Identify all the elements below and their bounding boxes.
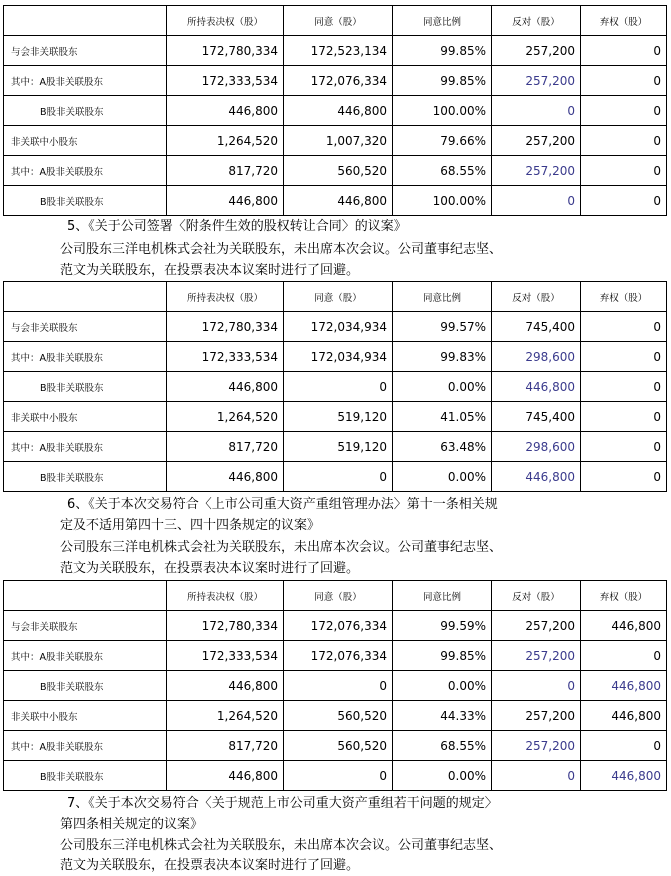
table-row <box>4 66 667 96</box>
row-label: B股非关联股东 <box>4 372 167 402</box>
table-row <box>4 432 667 462</box>
table-cell: 446,800 <box>581 701 667 731</box>
header-cell: 同意比例 <box>393 581 492 611</box>
table-row <box>4 372 667 402</box>
table-row <box>4 96 667 126</box>
table-cell: 0 <box>581 186 667 216</box>
table-cell: 79.66% <box>393 126 492 156</box>
table-cell: 0 <box>581 312 667 342</box>
vote-table-2 <box>3 281 667 492</box>
table-cell: 0 <box>492 761 581 791</box>
row-label: 其中：A股非关联股东 <box>4 156 167 186</box>
table-cell: 745,400 <box>492 312 581 342</box>
section-title: 6、《关于本次交易符合〈上市公司重大资产重组管理办法〉第十一条相关规 <box>67 497 498 512</box>
table-row <box>4 156 667 186</box>
table-cell: 298,600 <box>492 432 581 462</box>
table-cell: 0 <box>581 126 667 156</box>
header-cell: 弃权（股） <box>581 581 667 611</box>
table-cell: 172,780,334 <box>167 611 284 641</box>
table-cell: 68.55% <box>393 731 492 761</box>
table-cell: 44.33% <box>393 701 492 731</box>
table-cell: 172,780,334 <box>167 36 284 66</box>
table-cell: 0 <box>581 96 667 126</box>
table-cell: 298,600 <box>492 342 581 372</box>
row-label: B股非关联股东 <box>4 462 167 492</box>
vote-table-1 <box>3 5 667 216</box>
table-cell: 0 <box>581 156 667 186</box>
table-cell: 63.48% <box>393 432 492 462</box>
table-cell: 446,800 <box>492 462 581 492</box>
table-cell: 446,800 <box>167 186 284 216</box>
table-row <box>4 671 667 701</box>
table-cell: 519,120 <box>284 402 393 432</box>
table-cell: 99.85% <box>393 36 492 66</box>
table-cell: 817,720 <box>167 432 284 462</box>
header-cell <box>4 581 167 611</box>
table-cell: 560,520 <box>284 156 393 186</box>
row-label: 非关联中小股东 <box>4 402 167 432</box>
table-cell: 257,200 <box>492 66 581 96</box>
table-row <box>4 701 667 731</box>
table-cell: 446,800 <box>167 671 284 701</box>
table-row <box>4 342 667 372</box>
table-cell: 0 <box>284 671 393 701</box>
row-label: B股非关联股东 <box>4 96 167 126</box>
table-cell: 100.00% <box>393 186 492 216</box>
row-label: 其中：A股非关联股东 <box>4 432 167 462</box>
table-header-row <box>4 282 667 312</box>
table-cell: 172,034,934 <box>284 312 393 342</box>
header-cell: 同意比例 <box>393 282 492 312</box>
table-cell: 257,200 <box>492 126 581 156</box>
header-cell <box>4 6 167 36</box>
table-cell: 0 <box>581 641 667 671</box>
table-cell: 99.83% <box>393 342 492 372</box>
table-cell: 0 <box>581 372 667 402</box>
table-cell: 100.00% <box>393 96 492 126</box>
table-cell: 0 <box>284 372 393 402</box>
header-cell: 同意（股） <box>284 6 393 36</box>
table-cell: 446,800 <box>284 186 393 216</box>
section-note: 范文为关联股东，在投票表决本议案时进行了回避。 <box>60 263 360 278</box>
row-label: 其中：A股非关联股东 <box>4 66 167 96</box>
table-cell: 446,800 <box>167 96 284 126</box>
table-cell: 446,800 <box>284 96 393 126</box>
section-note: 公司股东三洋电机株式会社为关联股东，未出席本次会议。公司董事纪志坚、 <box>60 242 503 257</box>
section-title-continued: 定及不适用第四十三、四十四条规定的议案》 <box>60 518 321 533</box>
table-cell: 817,720 <box>167 731 284 761</box>
row-label: B股非关联股东 <box>4 186 167 216</box>
row-label: 与会非关联股东 <box>4 611 167 641</box>
table-cell: 172,523,134 <box>284 36 393 66</box>
header-cell: 同意（股） <box>284 581 393 611</box>
table-cell: 99.85% <box>393 641 492 671</box>
table-cell: 0.00% <box>393 671 492 701</box>
table-cell: 0 <box>581 402 667 432</box>
header-cell <box>4 282 167 312</box>
header-cell: 所持表决权（股） <box>167 282 284 312</box>
section-title: 7、《关于本次交易符合〈关于规范上市公司重大资产重组若干问题的规定〉 <box>67 796 498 811</box>
header-cell: 所持表决权（股） <box>167 581 284 611</box>
table-cell: 446,800 <box>167 761 284 791</box>
section-note: 公司股东三洋电机株式会社为关联股东，未出席本次会议。公司董事纪志坚、 <box>60 540 503 555</box>
row-label: 与会非关联股东 <box>4 312 167 342</box>
table-cell: 0 <box>581 432 667 462</box>
table-cell: 99.85% <box>393 66 492 96</box>
table-cell: 1,264,520 <box>167 126 284 156</box>
table-cell: 257,200 <box>492 156 581 186</box>
section-title: 5、《关于公司签署〈附条件生效的股权转让合同〉的议案》 <box>67 219 407 234</box>
table-cell: 172,333,534 <box>167 641 284 671</box>
header-cell: 同意比例 <box>393 6 492 36</box>
table-header-row <box>4 581 667 611</box>
table-cell: 0 <box>492 186 581 216</box>
row-label: B股非关联股东 <box>4 761 167 791</box>
table-cell: 41.05% <box>393 402 492 432</box>
row-label: 与会非关联股东 <box>4 36 167 66</box>
table-cell: 0 <box>581 731 667 761</box>
table-cell: 1,264,520 <box>167 701 284 731</box>
table-row <box>4 312 667 342</box>
table-cell: 446,800 <box>581 671 667 701</box>
table-cell: 172,333,534 <box>167 66 284 96</box>
table-cell: 560,520 <box>284 701 393 731</box>
table-cell: 0 <box>284 462 393 492</box>
table-cell: 257,200 <box>492 731 581 761</box>
table-row <box>4 462 667 492</box>
table-row <box>4 402 667 432</box>
row-label: 其中：A股非关联股东 <box>4 731 167 761</box>
table-cell: 1,264,520 <box>167 402 284 432</box>
table-row <box>4 36 667 66</box>
table-cell: 257,200 <box>492 701 581 731</box>
table-cell: 0 <box>492 671 581 701</box>
table-cell: 172,076,334 <box>284 66 393 96</box>
header-cell: 所持表决权（股） <box>167 6 284 36</box>
table-cell: 745,400 <box>492 402 581 432</box>
table-cell: 257,200 <box>492 641 581 671</box>
table-row <box>4 186 667 216</box>
row-label: B股非关联股东 <box>4 671 167 701</box>
section-note: 公司股东三洋电机株式会社为关联股东，未出席本次会议。公司董事纪志坚、 <box>60 838 503 853</box>
table-cell: 172,034,934 <box>284 342 393 372</box>
table-cell: 446,800 <box>581 761 667 791</box>
table-cell: 0 <box>581 36 667 66</box>
table-row <box>4 731 667 761</box>
table-row <box>4 611 667 641</box>
table-cell: 446,800 <box>581 611 667 641</box>
table-cell: 0 <box>581 462 667 492</box>
header-cell: 反对（股） <box>492 6 581 36</box>
table-row <box>4 761 667 791</box>
row-label: 其中：A股非关联股东 <box>4 342 167 372</box>
table-cell: 0.00% <box>393 462 492 492</box>
header-cell: 弃权（股） <box>581 6 667 36</box>
section-title-continued: 第四条相关规定的议案》 <box>60 817 204 832</box>
table-cell: 257,200 <box>492 36 581 66</box>
table-row <box>4 641 667 671</box>
section-note: 范文为关联股东，在投票表决本议案时进行了回避。 <box>60 858 360 873</box>
table-header-row <box>4 6 667 36</box>
table-cell: 0 <box>581 342 667 372</box>
header-cell: 反对（股） <box>492 282 581 312</box>
table-cell: 99.57% <box>393 312 492 342</box>
table-cell: 68.55% <box>393 156 492 186</box>
table-cell: 1,007,320 <box>284 126 393 156</box>
table-cell: 0.00% <box>393 372 492 402</box>
vote-table-3 <box>3 580 667 791</box>
section-note: 范文为关联股东，在投票表决本议案时进行了回避。 <box>60 561 360 576</box>
table-cell: 446,800 <box>167 462 284 492</box>
table-cell: 446,800 <box>167 372 284 402</box>
table-cell: 99.59% <box>393 611 492 641</box>
table-cell: 817,720 <box>167 156 284 186</box>
table-cell: 446,800 <box>492 372 581 402</box>
table-cell: 172,780,334 <box>167 312 284 342</box>
table-row <box>4 126 667 156</box>
header-cell: 同意（股） <box>284 282 393 312</box>
table-cell: 172,076,334 <box>284 641 393 671</box>
table-cell: 0.00% <box>393 761 492 791</box>
row-label: 非关联中小股东 <box>4 126 167 156</box>
table-cell: 0 <box>581 66 667 96</box>
table-cell: 0 <box>492 96 581 126</box>
table-cell: 0 <box>284 761 393 791</box>
row-label: 非关联中小股东 <box>4 701 167 731</box>
table-cell: 172,076,334 <box>284 611 393 641</box>
table-cell: 519,120 <box>284 432 393 462</box>
table-cell: 560,520 <box>284 731 393 761</box>
header-cell: 反对（股） <box>492 581 581 611</box>
header-cell: 弃权（股） <box>581 282 667 312</box>
table-cell: 257,200 <box>492 611 581 641</box>
row-label: 其中：A股非关联股东 <box>4 641 167 671</box>
table-cell: 172,333,534 <box>167 342 284 372</box>
